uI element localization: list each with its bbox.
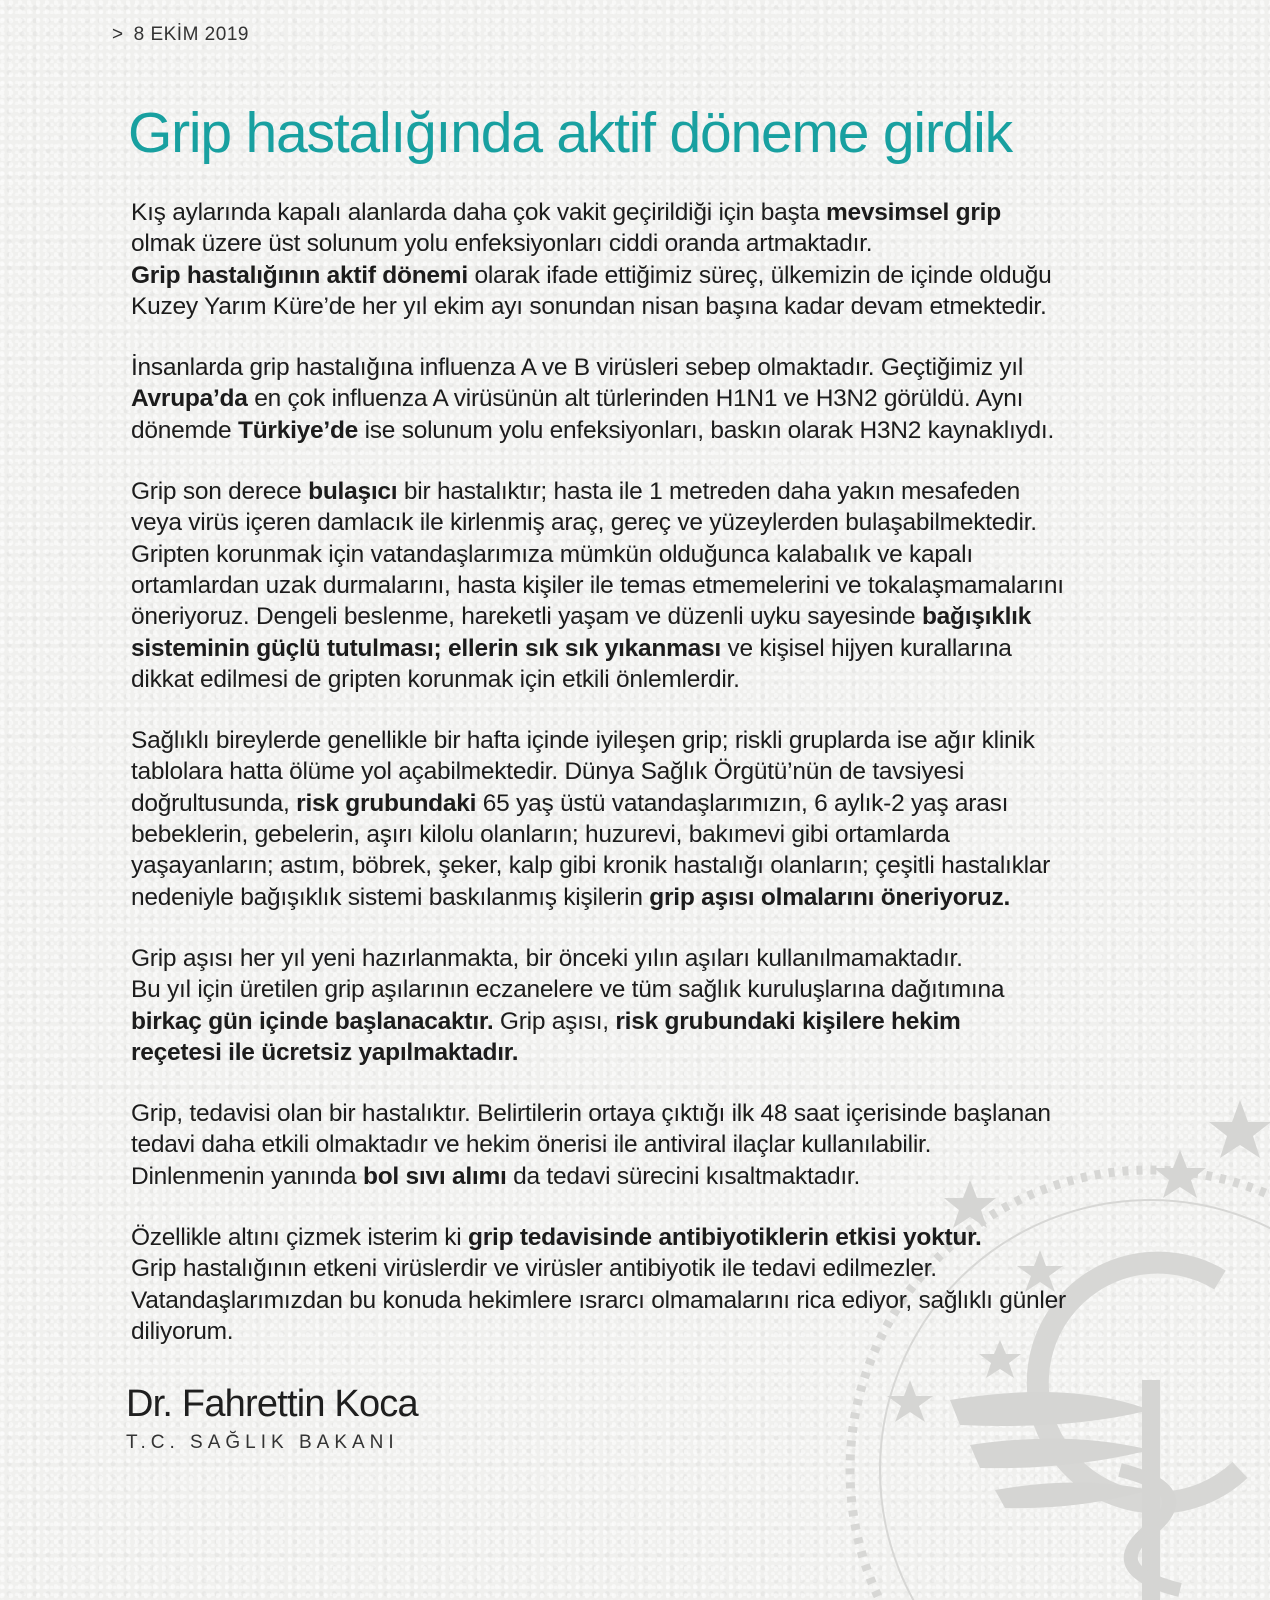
paragraph-line <box>131 383 1181 414</box>
paragraph-line <box>131 539 1181 570</box>
text: Özellikle altını çizmek isterim ki <box>131 1224 469 1252</box>
text: Grip, tedavisi olan bir hastalıktır. Belirtilerin ortaya çıktığı ilk 48 saat içerisinde başlanan <box>131 1100 1051 1128</box>
paragraph-line <box>131 260 1181 291</box>
bold-text: Türkiye’de <box>237 416 359 444</box>
paragraph-line <box>131 1316 1181 1347</box>
text: bir hastalıktır; hasta ile 1 metreden daha yakın mesafeden <box>397 478 1020 506</box>
text: doğrultusunda, <box>131 789 297 817</box>
paragraph <box>131 1098 1181 1192</box>
paragraph-line <box>131 633 1181 664</box>
text: bebeklerin, gebelerin, aşırı kilolu olanların; huzurevi, bakımevi gibi ortamlarda <box>131 821 950 849</box>
paragraph-line <box>131 291 1181 322</box>
paragraph-line <box>131 1222 1181 1253</box>
bold-text: sisteminin güçlü tutulması; ellerin sık sık yıkanması <box>131 634 721 662</box>
bold-text: reçetesi ile ücretsiz yapılmaktadır. <box>131 1038 519 1066</box>
bold-text: bulaşıcı <box>308 478 398 506</box>
signature-title: T.C. SAĞLIK BAKANI <box>126 1432 399 1453</box>
paragraph-line <box>131 756 1181 787</box>
paragraph-line <box>131 570 1181 601</box>
bold-text: risk grubundaki kişilere hekim <box>615 1007 961 1035</box>
page-title: Grip hastalığında aktif döneme girdik <box>128 101 1012 165</box>
paragraph-line <box>131 664 1181 695</box>
text: ve kişisel hijyen kurallarına <box>720 634 1012 662</box>
paragraph-line <box>131 882 1181 913</box>
paragraph-line <box>131 601 1181 632</box>
paragraph <box>131 943 1181 1068</box>
paragraph-line <box>131 197 1181 228</box>
paragraph-line <box>131 415 1181 446</box>
text: yaşayanların; astım, böbrek, şeker, kalp gibi kronik hastalığı olanların; çeşitli hastalıklar <box>131 852 1051 880</box>
paragraph <box>131 725 1181 913</box>
bold-text: bağışıklık <box>921 603 1032 631</box>
text: öneriyoruz. Dengeli beslenme, hareketli yaşam ve düzenli uyku sayesinde <box>131 603 922 631</box>
text: Grip aşısı her yıl yeni hazırlanmakta, bir önceki yılın aşıları kullanılmamaktadır. <box>131 944 963 972</box>
paragraph-line <box>131 788 1181 819</box>
signature-block <box>126 1383 418 1454</box>
bold-text: birkaç gün içinde başlanacaktır. <box>131 1007 494 1035</box>
bold-text: risk grubundaki <box>296 789 477 817</box>
text: Sağlıklı bireylerde genellikle bir hafta içinde iyileşen grip; riskli gruplarda ise ağır klinik <box>131 727 1035 755</box>
paragraph-line <box>131 943 1181 974</box>
paragraph-line <box>131 507 1181 538</box>
paragraph-line <box>131 819 1181 850</box>
date-text: 8 EKİM 2019 <box>133 24 249 45</box>
bold-text: bol sıvı alımı <box>363 1162 507 1190</box>
text: Grip hastalığının etkeni virüslerdir ve virüsler antibiyotik ile tedavi edilmezler. <box>131 1255 937 1283</box>
text: 65 yaş üstü vatandaşlarımızın, 6 aylık-2 yaş arası <box>476 789 1009 817</box>
text: Kış aylarında kapalı alanlarda daha çok vakit geçirildiği için başta <box>131 199 827 226</box>
chevron-right-icon: > <box>112 24 124 45</box>
paragraph-line <box>131 1037 1181 1068</box>
paragraph-line <box>131 352 1181 383</box>
text: olmak üzere üst solunum yolu enfeksiyonları ciddi oranda artmaktadır. <box>131 230 873 258</box>
text: diliyorum. <box>131 1317 234 1345</box>
article-body <box>131 197 1181 1377</box>
bold-text: grip tedavisinde antibiyotiklerin etkisi yoktur. <box>468 1224 982 1252</box>
bold-text: Grip hastalığının aktif dönemi <box>131 261 468 289</box>
bold-text: mevsimsel grip <box>826 199 1001 226</box>
paragraph-line <box>131 850 1181 881</box>
text: Grip son derece <box>131 478 309 506</box>
text: olarak ifade ettiğimiz süreç, ülkemizin de içinde olduğu <box>467 261 1052 289</box>
text: veya virüs içeren damlacık ile kirlenmiş araç, gereç ve yüzeylerden bulaşabilmektedir. <box>131 509 1037 537</box>
paragraph-line <box>131 1098 1181 1129</box>
paragraph-line <box>131 1006 1181 1037</box>
text: Vatandaşlarımızdan bu konuda hekimlere ısrarcı olmamalarını rica ediyor, sağlıklı günler <box>131 1286 1066 1314</box>
text: Bu yıl için üretilen grip aşılarının eczanelere ve tüm sağlık kuruluşlarına dağıtımına <box>131 976 1005 1004</box>
text: İnsanlarda grip hastalığına influenza A ve B virüsleri sebep olmaktadır. Geçtiğimiz yıl <box>131 354 1024 382</box>
text: en çok influenza A virüsünün alt türlerinden H1N1 ve H3N2 görüldü. Aynı <box>247 385 1024 413</box>
paragraph-line <box>131 1161 1181 1192</box>
bold-text: grip aşısı olmalarını öneriyoruz. <box>649 883 1011 911</box>
paragraph-line <box>131 228 1181 259</box>
paragraph-line <box>131 974 1181 1005</box>
text: tedavi daha etkili olmaktadır ve hekim önerisi ile antiviral ilaçlar kullanılabilir. <box>131 1131 932 1159</box>
paragraph-line <box>131 1285 1181 1316</box>
text: dikkat edilmesi de gripten korunmak için etkili önlemlerdir. <box>131 665 740 693</box>
text: dönemde <box>131 416 238 444</box>
paragraph-line <box>131 1129 1181 1160</box>
text: Kuzey Yarım Küre’de her yıl ekim ayı sonundan nisan başına kadar devam etmektedir. <box>131 292 1047 320</box>
paragraph <box>131 352 1181 446</box>
text: da tedavi sürecini kısaltmaktadır. <box>506 1162 861 1190</box>
text: Dinlenmenin yanında <box>131 1162 363 1190</box>
text: Gripten korunmak için vatandaşlarımıza mümkün olduğunca kalabalık ve kapalı <box>131 540 973 568</box>
text: ise solunum yolu enfeksiyonları, baskın olarak H3N2 kaynaklıydı. <box>358 416 1055 444</box>
bold-text: Avrupa’da <box>131 385 248 413</box>
paragraph <box>131 197 1181 322</box>
paragraph <box>131 1222 1181 1347</box>
paragraph-line <box>131 1253 1181 1284</box>
paragraph-line <box>131 725 1181 756</box>
paragraph <box>131 476 1181 695</box>
signature-name: Dr. Fahrettin Koca <box>126 1383 418 1425</box>
text: tablolara hatta ölüme yol açabilmektedir. Dünya Sağlık Örgütü’nün de tavsiyesi <box>131 758 965 786</box>
text: Grip aşısı, <box>493 1007 616 1035</box>
text: nedeniyle bağışıklık sistemi baskılanmış kişilerin <box>131 883 650 911</box>
paragraph-line <box>131 476 1181 507</box>
text: ortamlardan uzak durmalarını, hasta kişiler ile temas etmemelerini ve tokalaşmamalarını <box>131 571 1064 599</box>
date-label <box>112 24 249 46</box>
